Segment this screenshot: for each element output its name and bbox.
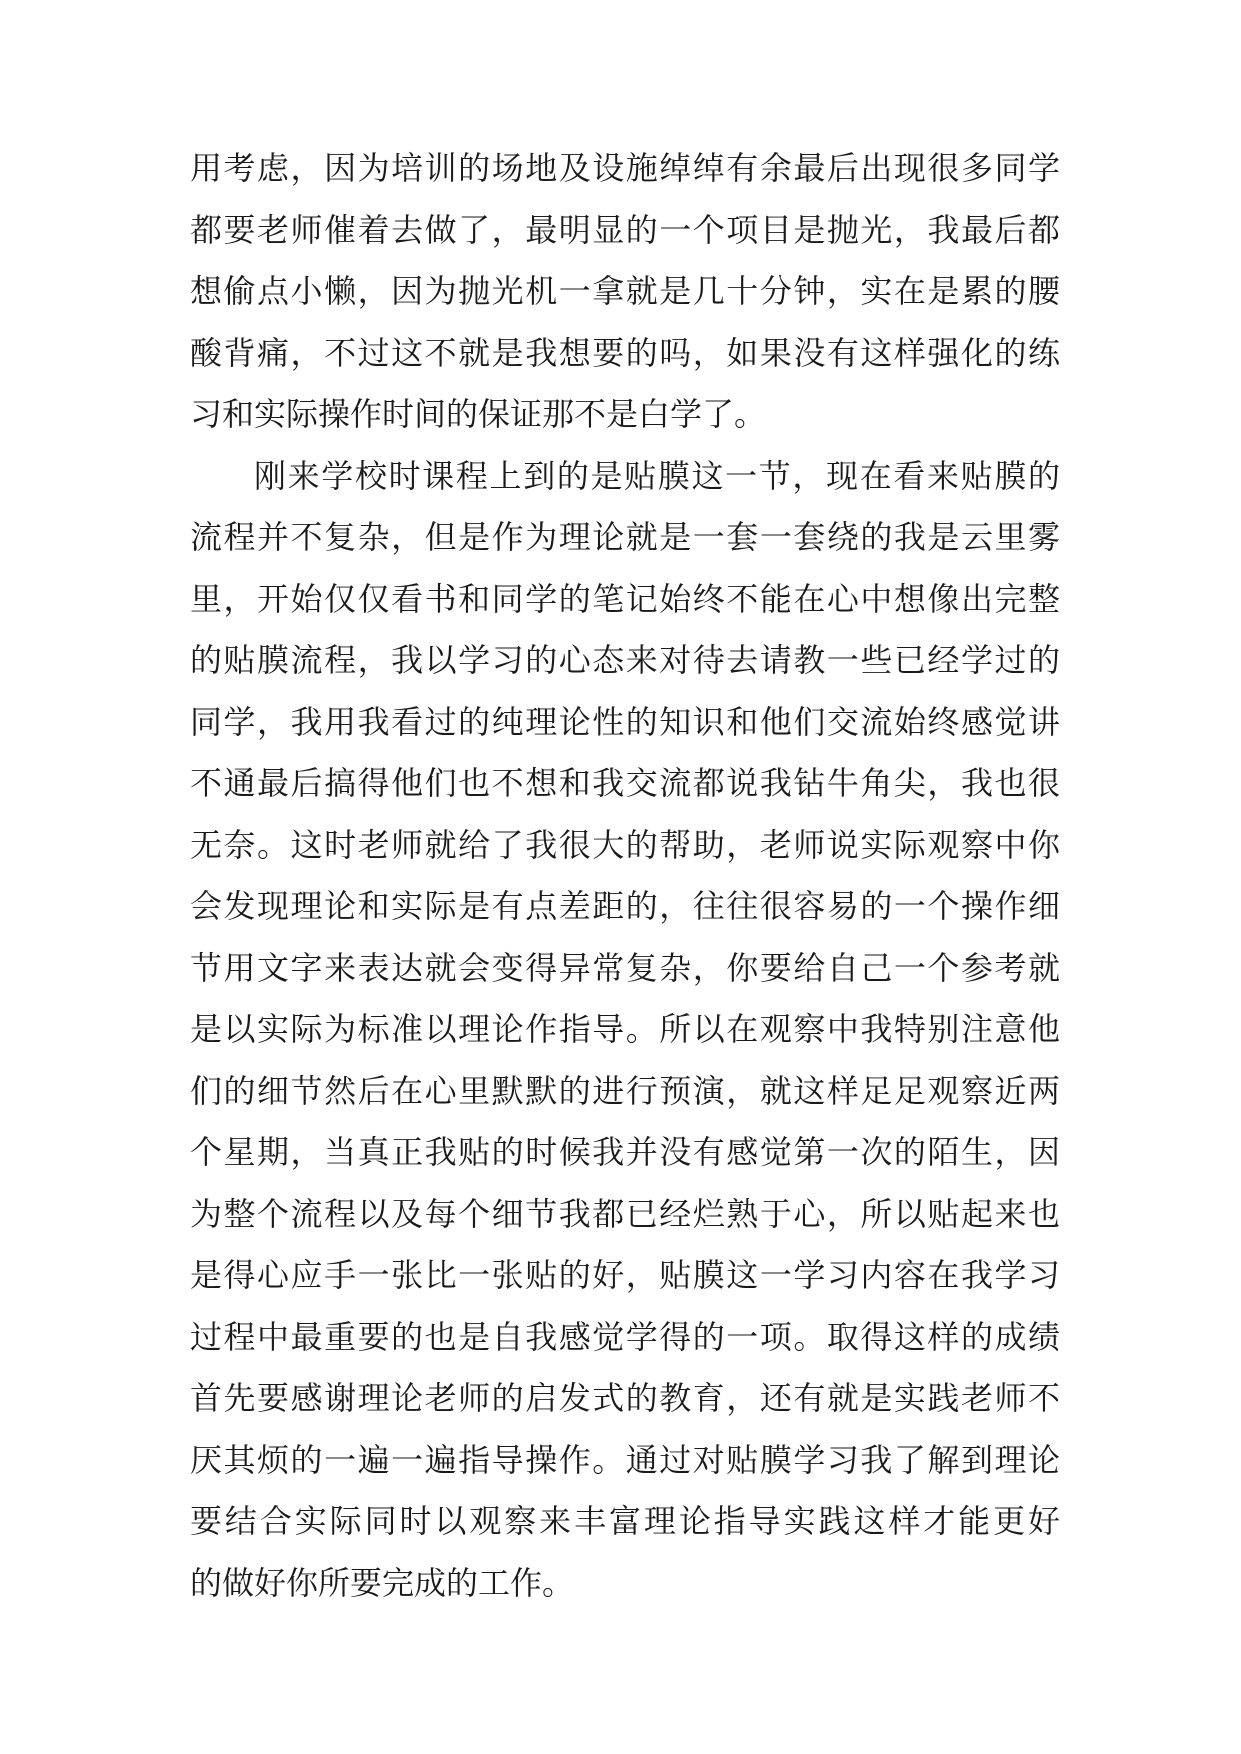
text-line: 想偷点小懒，因为抛光机一拿就是几十分钟，实在是累的腰 <box>190 272 1060 310</box>
text-line: 节用文字来表达就会变得异常复杂，你要给自己一个参考就 <box>190 948 1060 987</box>
text-line: 是得心应手一张比一张贴的好，贴膜这一学习内容在我学习 <box>190 1256 1060 1294</box>
text-line: 过程中最重要的也是自我感觉学得的一项。取得这样的成绩 <box>190 1317 1060 1356</box>
text-line: 们的细节然后在心里默默的进行预演，就这样足足观察近两 <box>190 1071 1060 1110</box>
text-line: 首先要感谢理论老师的启发式的教育，还有就是实践老师不 <box>190 1379 1060 1417</box>
text-line: 要结合实际同时以观察来丰富理论指导实践这样才能更好 <box>190 1502 1060 1540</box>
text-line: 为整个流程以及每个细节我都已经烂熟于心，所以贴起来也 <box>190 1194 1060 1233</box>
text-line: 流程并不复杂，但是作为理论就是一套一套绕的我是云里雾 <box>190 518 1060 556</box>
text-line: 都要老师催着去做了，最明显的一个项目是抛光，我最后都 <box>190 210 1060 249</box>
text-line: 个星期，当真正我贴的时候我并没有感觉第一次的陌生，因 <box>190 1133 1060 1171</box>
text-line: 是以实际为标准以理论作指导。所以在观察中我特别注意他 <box>190 1010 1060 1048</box>
text-line: 酸背痛，不过这不就是我想要的吗，如果没有这样强化的练 <box>190 333 1060 372</box>
text-line: 不通最后搞得他们也不想和我交流都说我钻牛角尖，我也很 <box>190 764 1060 802</box>
text-line: 同学，我用我看过的纯理论性的知识和他们交流始终感觉讲 <box>190 702 1060 741</box>
paragraph-1 <box>190 138 1060 446</box>
text-line: 习和实际操作时间的保证那不是白学了。 <box>190 395 767 433</box>
text-line: 的做好你所要完成的工作。 <box>190 1563 575 1602</box>
paragraph-2 <box>190 446 1060 1615</box>
text-line: 会发现理论和实际是有点差距的，往往很容易的一个操作细 <box>190 887 1060 925</box>
text-line: 里，开始仅仅看书和同学的笔记始终不能在心中想像出完整 <box>190 579 1060 618</box>
text-line: 厌其烦的一遍一遍指导操作。通过对贴膜学习我了解到理论 <box>190 1440 1060 1479</box>
text-line: 无奈。这时老师就给了我很大的帮助，老师说实际观察中你 <box>190 825 1060 864</box>
text-line: 用考虑，因为培训的场地及设施绰绰有余最后出现很多同学 <box>190 149 1060 187</box>
text-line: 刚来学校时课程上到的是贴膜这一节，现在看来贴膜的 <box>254 456 1060 495</box>
document-body <box>190 138 1060 1614</box>
text-line: 的贴膜流程，我以学习的心态来对待去请教一些已经学过的 <box>190 641 1060 679</box>
